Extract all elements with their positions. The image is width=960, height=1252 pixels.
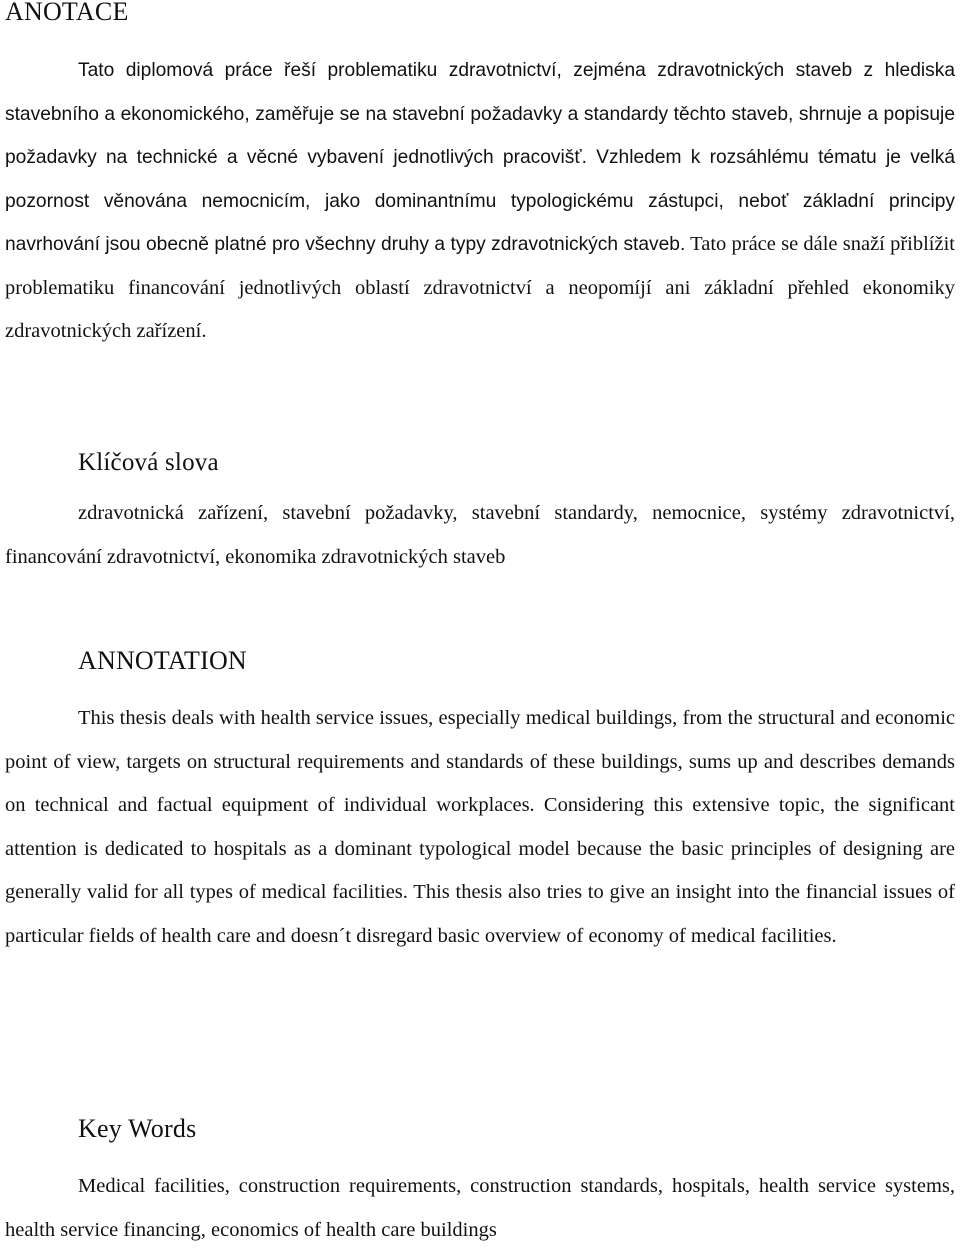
key-words-heading: Key Words: [78, 1114, 197, 1143]
annotation-heading: ANNOTATION: [78, 646, 247, 675]
anotace-paragraph-part2: Tato práce se dále snaží přiblížit problematiku financování jednotlivých oblastí zdravotnictví a neopomíjí ani základní přehled ekonomiky zdravotnických zařízení.: [5, 233, 955, 342]
anotace-heading: ANOTACE: [5, 0, 129, 26]
key-words-text: Medical facilities, construction requirements, construction standards, hospitals, health service systems, health service financing, economics of health care buildings: [5, 1175, 955, 1241]
annotation-paragraph: This thesis deals with health service issues, especially medical buildings, from the structural and economic point of view, targets on structural requirements and standards of these buildings, sums up and describes demands on technical and factual equipment of individual workplaces. Considering this extensive topic, the significant attention is dedicated to hospitals as a dominant typological model because the basic principles of designing are generally valid for all types of medical facilities. This thesis also tries to give an insight into the financial issues of particular fields of health care and doesn´t disregard basic overview of economy of medical facilities.: [5, 707, 955, 947]
anotace-paragraph: [5, 49, 955, 354]
anotace-paragraph-part1: Tato diplomová práce řeší problematiku zdravotnictví, zejména zdravotnických staveb z hlediska stavebního a ekonomického, zaměřuje se na stavební požadavky a standardy těchto staveb, shrnuje a popisuje požadavky na technické a věcné vybavení jednotlivých pracovišť. Vzhledem k rozsáhlému tématu je velká pozornost věnována nemocnicím, jako dominantnímu typologickému zástupci, neboť základní principy navrhování jsou obecně platné pro všechny druhy a typy zdravotnických staveb.: [5, 60, 955, 255]
klicova-slova-heading: Klíčová slova: [78, 449, 219, 476]
klicova-slova-text: zdravotnická zařízení, stavební požadavky, stavební standardy, nemocnice, systémy zdravotnictví, financování zdravotnictví, ekonomika zdravotnických staveb: [5, 502, 955, 568]
